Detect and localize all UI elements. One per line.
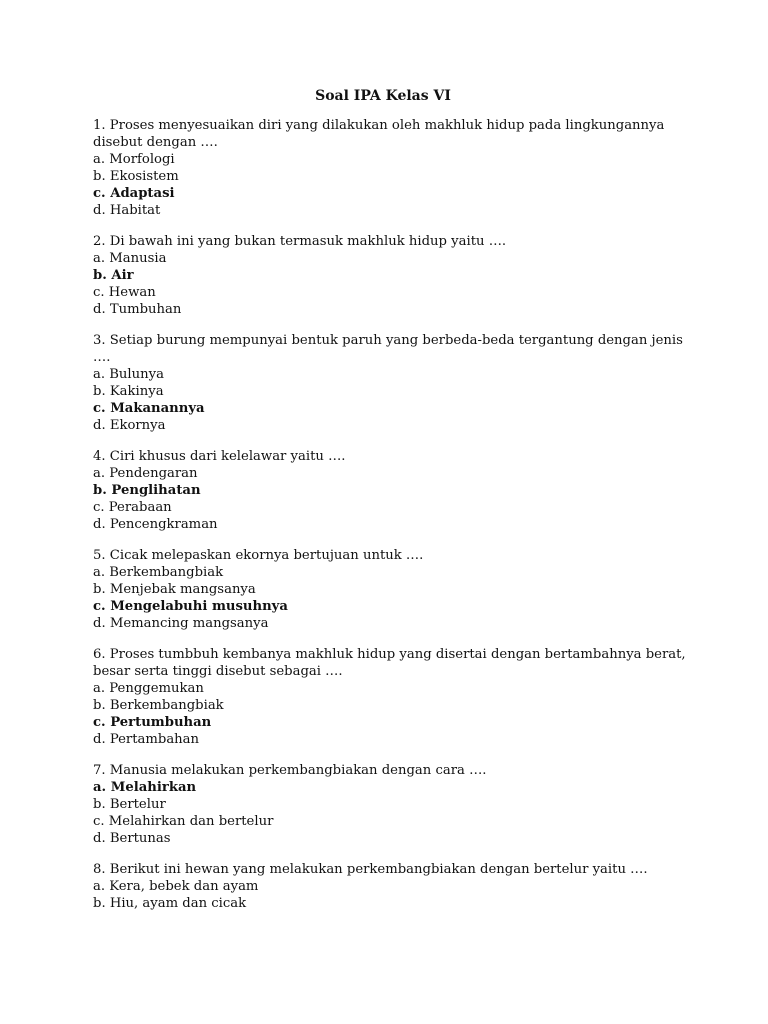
answer-option: a. Penggemukan	[93, 681, 204, 696]
answer-option: d. Bertunas	[93, 831, 171, 846]
answer-option-correct: b. Penglihatan	[93, 483, 201, 498]
question-text: 7. Manusia melakukan perkembangbiakan dengan cara ….	[93, 763, 487, 778]
answer-option: a. Morfologi	[93, 152, 175, 167]
answer-option: a. Kera, bebek dan ayam	[93, 879, 259, 894]
answer-option-correct: a. Melahirkan	[93, 780, 197, 795]
question-text: 8. Berikut ini hewan yang melakukan perkembangbiakan dengan bertelur yaitu ….	[93, 862, 648, 877]
answer-option: d. Ekornya	[93, 418, 166, 433]
answer-option-correct: b. Air	[93, 268, 134, 283]
answer-option-correct: c. Makanannya	[93, 401, 205, 416]
question-text: 5. Cicak melepaskan ekornya bertujuan untuk ….	[93, 548, 424, 563]
answer-option: a. Manusia	[93, 251, 167, 266]
answer-option: c. Perabaan	[93, 500, 172, 515]
question-5	[93, 547, 693, 632]
question-3	[93, 332, 693, 434]
answer-option: d. Pertambahan	[93, 732, 200, 747]
answer-option: a. Pendengaran	[93, 466, 198, 481]
answer-option: c. Hewan	[93, 285, 156, 300]
answer-option: b. Berkembangbiak	[93, 698, 224, 713]
answer-option: c. Melahirkan dan bertelur	[93, 814, 274, 829]
answer-option: b. Ekosistem	[93, 169, 179, 184]
question-1	[93, 117, 693, 219]
question-text: 6. Proses tumbbuh kembanya makhluk hidup yang disertai dengan bertambahnya berat, besar serta tinggi disebut sebagai ….	[93, 647, 686, 679]
answer-option: d. Pencengkraman	[93, 517, 218, 532]
document-page	[93, 87, 693, 926]
answer-option-correct: c. Mengelabuhi musuhnya	[93, 599, 288, 614]
answer-option: d. Habitat	[93, 203, 161, 218]
answer-option-correct: c. Adaptasi	[93, 186, 175, 201]
answer-option: d. Memancing mangsanya	[93, 616, 269, 631]
question-6	[93, 646, 693, 748]
answer-option: a. Bulunya	[93, 367, 164, 382]
question-text: 1. Proses menyesuaikan diri yang dilakukan oleh makhluk hidup pada lingkungannya disebut dengan ….	[93, 118, 665, 150]
answer-option: b. Hiu, ayam dan cicak	[93, 896, 247, 911]
question-text: 2. Di bawah ini yang bukan termasuk makhluk hidup yaitu ….	[93, 234, 507, 249]
question-list	[93, 117, 693, 912]
answer-option: d. Tumbuhan	[93, 302, 182, 317]
question-7	[93, 762, 693, 847]
question-8	[93, 861, 693, 912]
question-text: 4. Ciri khusus dari kelelawar yaitu ….	[93, 449, 346, 464]
answer-option-correct: c. Pertumbuhan	[93, 715, 212, 730]
document-title: Soal IPA Kelas VI	[315, 88, 451, 104]
question-2	[93, 233, 693, 318]
answer-option: b. Kakinya	[93, 384, 164, 399]
answer-option: b. Menjebak mangsanya	[93, 582, 256, 597]
question-4	[93, 448, 693, 533]
question-text: 3. Setiap burung mempunyai bentuk paruh yang berbeda-beda tergantung dengan jenis ….	[93, 333, 683, 365]
answer-option: a. Berkembangbiak	[93, 565, 224, 580]
answer-option: b. Bertelur	[93, 797, 166, 812]
